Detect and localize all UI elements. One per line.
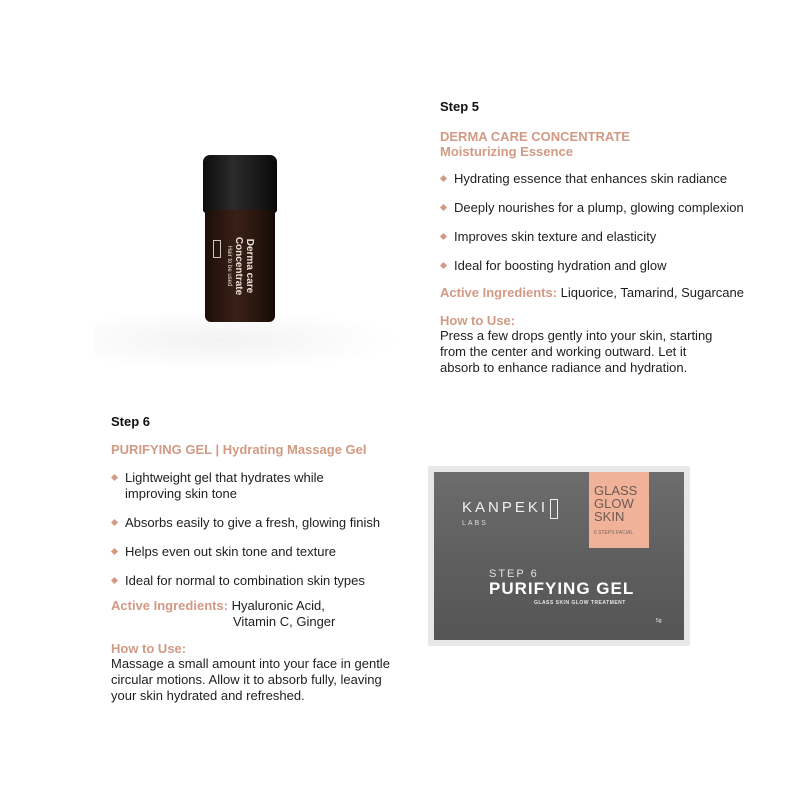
step5-title: Step 5 <box>440 99 480 114</box>
bottle-label <box>205 210 275 322</box>
diamond-bullet-icon <box>440 233 447 240</box>
diamond-bullet-icon <box>111 519 118 526</box>
step5-ingredients <box>440 285 744 301</box>
ingredients-label: Active Ingredients: <box>440 285 558 300</box>
diamond-bullet-icon <box>111 577 118 584</box>
bottle-cap <box>203 155 277 213</box>
diamond-bullet-icon <box>111 548 118 555</box>
list-item: Ideal for normal to combination skin types <box>111 573 411 589</box>
diamond-bullet-icon <box>440 204 447 211</box>
list-item: Ideal for boosting hydration and glow <box>440 258 780 274</box>
diamond-bullet-icon <box>440 175 447 182</box>
diamond-bullet-icon <box>440 262 447 269</box>
list-item: Helps even out skin tone and texture <box>111 544 411 560</box>
step6-ingredients <box>111 598 325 614</box>
ingredients-label: Active Ingredients: <box>111 598 229 613</box>
bottle-label-line3: Hair to be used <box>226 245 232 287</box>
purifying-gel-sachet-image <box>434 472 684 640</box>
sachet-labs: LABS <box>462 520 488 527</box>
step6-howto-text: Massage a small amount into your face in gentle circular motions. Allow it to absorb fully, leaving your skin hydrated and refreshed. <box>111 656 390 703</box>
sachet-tag <box>589 472 649 548</box>
brand-logo-icon <box>550 499 558 519</box>
diamond-bullet-icon <box>111 474 118 481</box>
sachet-step: STEP 6 <box>489 568 539 580</box>
sachet-weight: 5g <box>656 618 662 624</box>
list-item: Absorbs easily to give a fresh, glowing finish <box>111 515 411 531</box>
step6-howto-label: How to Use: <box>111 641 187 656</box>
bottle-label-line1: Derma care <box>244 238 255 294</box>
list-item: Hydrating essence that enhances skin radiance <box>440 171 780 187</box>
tag-line3: SKIN <box>594 509 625 524</box>
list-item: Deeply nourishes for a plump, glowing complexion <box>440 200 780 216</box>
bottle-label-line2: Concentrate <box>233 236 244 296</box>
tag-line2: GLOW <box>594 496 634 511</box>
step6-title: Step 6 <box>111 414 151 429</box>
list-item: Lightweight gel that hydrates while improving skin tone <box>111 470 411 502</box>
step5-howto-label: How to Use: <box>440 313 516 328</box>
step5-subtitle: Moisturizing Essence <box>440 144 573 159</box>
derma-care-bottle-image <box>205 210 275 322</box>
ingredients-value: Liquorice, Tamarind, Sugarcane <box>560 285 744 300</box>
step5-howto-text: Press a few drops gently into your skin, starting from the center and working outward. Let it absorb to enhance radiance and hydration. <box>440 328 713 375</box>
ingredients-value-line2: Vitamin C, Ginger <box>233 614 336 629</box>
sachet-product: PURIFYING GEL <box>489 579 635 598</box>
step5-benefits-list <box>440 171 780 274</box>
tag-small: 6 STEPS FACIAL <box>594 530 634 536</box>
step5-product-name: DERMA CARE CONCENTRATE <box>440 129 630 144</box>
sachet-treatment: GLASS SKIN GLOW TREATMENT <box>534 600 626 606</box>
tag-line1: GLASS <box>594 483 638 498</box>
step6-benefits-list <box>111 470 411 589</box>
step6-heading: PURIFYING GEL | Hydrating Massage Gel <box>111 442 367 457</box>
sachet-brand: KANPEKI <box>462 499 549 516</box>
ingredients-value-line1: Hyaluronic Acid, <box>231 598 325 613</box>
list-item: Improves skin texture and elasticity <box>440 229 780 245</box>
